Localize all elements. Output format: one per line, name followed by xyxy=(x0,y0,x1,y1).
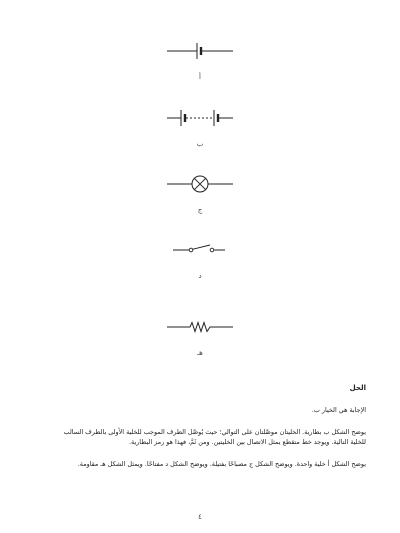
solution-heading: الحل xyxy=(349,384,366,392)
solution-explanation-other-symbols: يوضح الشكل أ خلية واحدة. ويوضح الشكل ج مصباحًا بفتيلة. ويوضح الشكل د مفتاحًا. ويمثل الشكل هـ مقاومة. xyxy=(77,460,366,468)
symbol-label-c: ج xyxy=(197,206,203,214)
symbol-label-d: د xyxy=(198,272,202,280)
page-number: ٤ xyxy=(198,513,202,521)
resistor-symbol xyxy=(0,316,400,338)
symbol-label-e: هـ xyxy=(197,349,203,357)
switch-symbol xyxy=(0,238,400,260)
cell-symbol xyxy=(0,40,400,62)
lamp-symbol xyxy=(0,173,400,195)
solution-explanation-line-1: يوضح الشكل ب بطارية. الخليتان موصَّلتان على التوالي؛ حيث يُوصَّل الطرف الموجب للخلية الأولى بالطرف السالب xyxy=(63,428,366,436)
symbol-label-b: ب xyxy=(196,140,204,148)
solution-explanation-line-2: للخلية التالية. ويوجد خط متقطع يمثل الاتصال بين الخليتين. ومن ثَمَّ، فهذا هو رمز البطارية. xyxy=(128,438,366,446)
battery-symbol xyxy=(0,107,400,129)
solution-answer: الإجابة هي الخيار ب. xyxy=(311,406,366,414)
symbol-label-a: أ xyxy=(199,73,201,81)
